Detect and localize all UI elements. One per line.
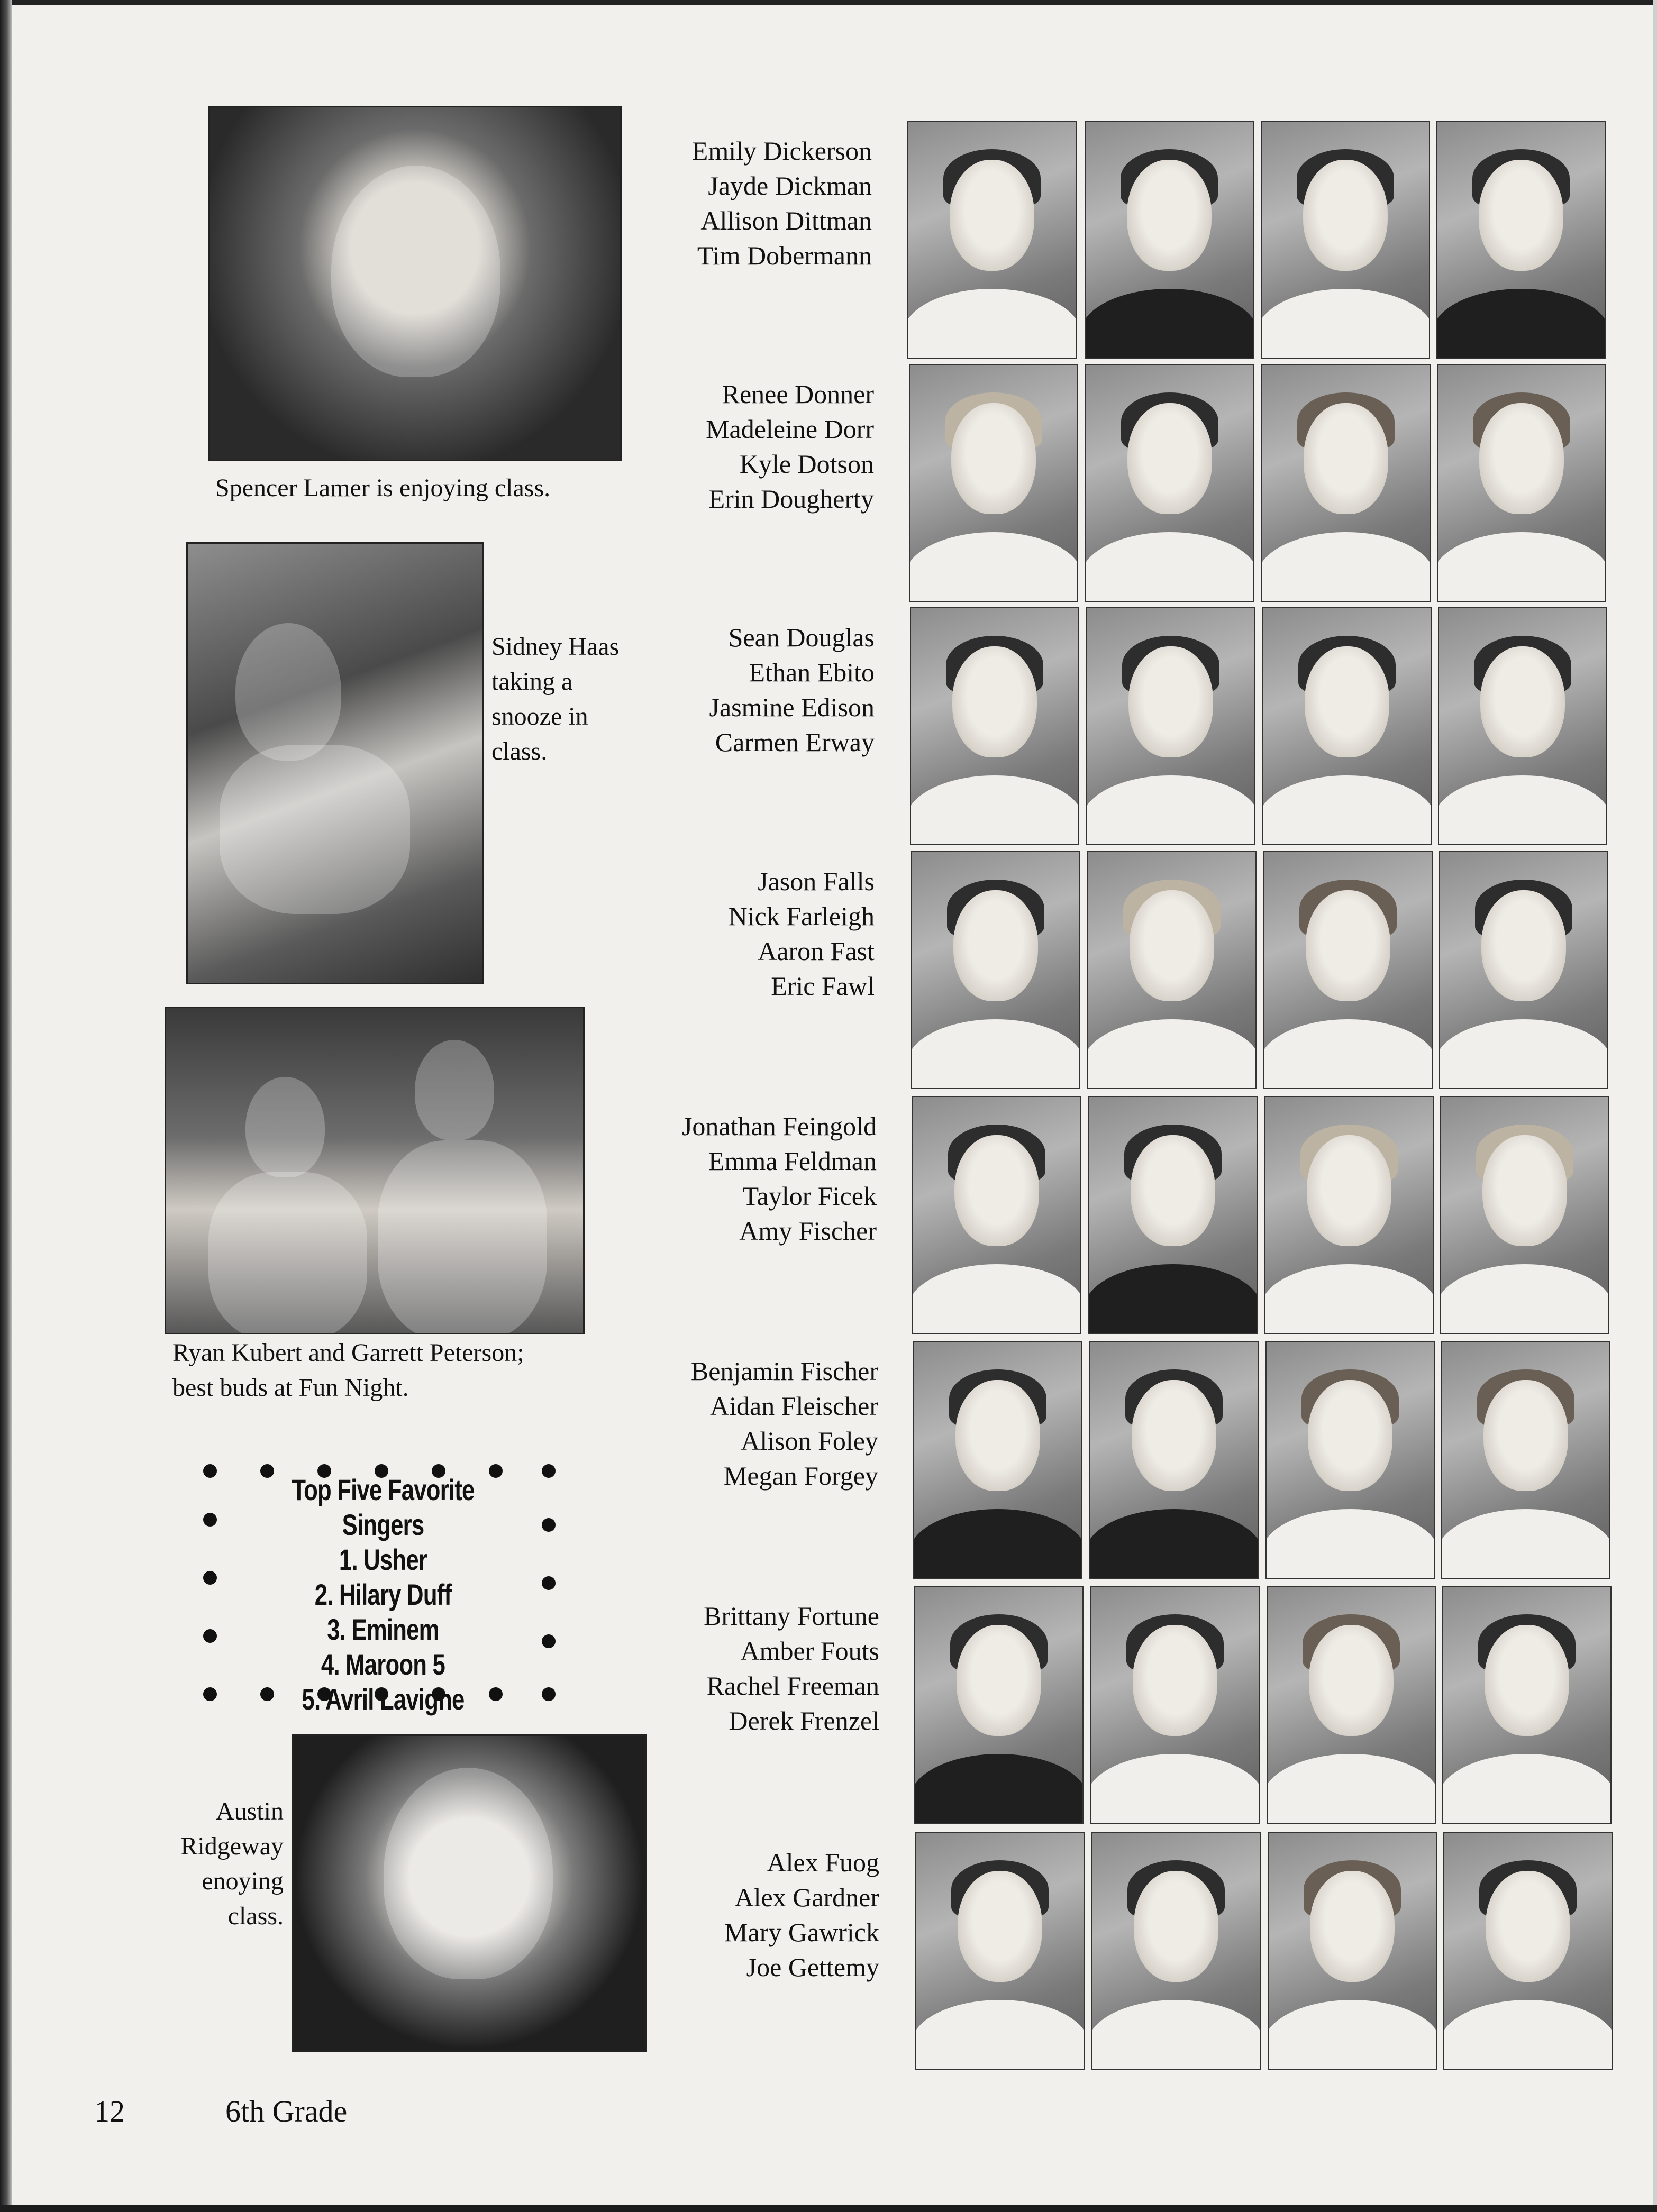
top-five-box (203, 1454, 563, 1716)
dot-ornament (203, 1513, 217, 1527)
student-portrait (911, 851, 1080, 1089)
name-list (654, 1109, 877, 1248)
student-portrait (1436, 121, 1606, 359)
candid-photo-spencer (208, 106, 622, 461)
top-five-list (259, 1473, 507, 1717)
candid-photo-sidney (186, 542, 484, 984)
student-name: Aaron Fast (758, 936, 875, 966)
student-name: Megan Forgey (723, 1461, 878, 1491)
student-portrait (1437, 364, 1606, 602)
student-name: Renee Donner (722, 379, 874, 409)
dot-ornament (542, 1518, 556, 1532)
student-portrait (1088, 1096, 1258, 1334)
student-name: Emily Dickerson (691, 136, 872, 166)
student-name: Tim Dobermann (697, 241, 872, 270)
student-portrait (1265, 1341, 1435, 1579)
student-name: Amber Fouts (740, 1636, 879, 1666)
student-name: Aidan Fleischer (710, 1391, 878, 1421)
student-portrait (1443, 1832, 1613, 2070)
student-portrait (1089, 1341, 1259, 1579)
name-list (650, 133, 872, 273)
student-name: Erin Dougherty (708, 484, 874, 514)
student-name: Nick Farleigh (728, 901, 875, 931)
student-name: Ethan Ebito (749, 657, 875, 687)
student-name: Taylor Ficek (742, 1181, 877, 1211)
student-portrait (1085, 364, 1254, 602)
name-list (657, 1598, 879, 1738)
student-name: Alex Fuog (767, 1848, 879, 1877)
top-five-item: 3. Eminem (327, 1613, 439, 1646)
page-edge-top (0, 0, 1657, 5)
page-number: 12 (94, 2094, 125, 2128)
top-five-item: 2. Hilary Duff (314, 1578, 452, 1611)
caption-spencer: Spencer Lamer is enjoying class. (215, 474, 551, 502)
student-portrait (1085, 121, 1254, 359)
student-portrait (915, 1832, 1085, 2070)
student-name: Derek Frenzel (729, 1706, 879, 1735)
caption-austin: Austin Ridgeway enoying class. (180, 1797, 284, 1930)
student-portrait (1090, 1586, 1260, 1824)
student-portrait (1263, 851, 1433, 1089)
student-portrait (1087, 851, 1257, 1089)
dot-ornament (542, 1634, 556, 1648)
student-portrait (909, 364, 1078, 602)
student-name: Joe Gettemy (746, 1952, 879, 1982)
dot-ornament (542, 1576, 556, 1590)
student-portrait (1268, 1832, 1437, 2070)
name-list (652, 620, 875, 760)
student-name: Alex Gardner (734, 1882, 879, 1912)
student-name: Kyle Dotson (739, 449, 874, 479)
dot-ornament (203, 1571, 217, 1585)
student-portrait (914, 1586, 1084, 1824)
student-portrait (912, 1096, 1081, 1334)
dot-ornament (203, 1687, 217, 1701)
student-name: Benjamin Fischer (690, 1356, 878, 1386)
binding-edge (0, 0, 12, 2212)
student-portrait (1267, 1586, 1436, 1824)
dot-ornament (203, 1464, 217, 1478)
student-name: Allison Dittman (700, 206, 872, 235)
student-name: Jason Falls (758, 866, 875, 896)
student-name: Jasmine Edison (709, 692, 875, 722)
caption-ryan-garrett: Ryan Kubert and Garrett Peterson; best buds at Fun Night. (172, 1339, 524, 1402)
student-portrait (1442, 1586, 1612, 1824)
student-name: Jonathan Feingold (681, 1111, 877, 1141)
section-title: 6th Grade (225, 2094, 348, 2128)
student-portrait (1441, 1341, 1610, 1579)
student-name: Alison Foley (741, 1426, 878, 1456)
dot-ornament (203, 1629, 217, 1643)
top-five-item: 5. Avril Lavigne (302, 1683, 465, 1716)
student-name: Carmen Erway (715, 727, 875, 757)
student-portrait (1264, 1096, 1434, 1334)
student-portrait (1086, 607, 1255, 845)
student-portrait (1438, 607, 1607, 845)
top-five-item: 1. Usher (339, 1543, 427, 1576)
student-name: Rachel Freeman (706, 1671, 879, 1701)
top-five-title: Top Five Favorite Singers (292, 1473, 475, 1541)
student-name: Emma Feldman (708, 1146, 877, 1176)
page-edge-right (1653, 0, 1657, 2212)
student-name: Sean Douglas (728, 623, 875, 652)
student-name: Amy Fischer (739, 1216, 877, 1246)
student-portrait (910, 607, 1079, 845)
page-edge-bottom (0, 2205, 1657, 2212)
caption-sidney: Sidney Haas taking a snooze in class. (491, 633, 620, 765)
name-list (657, 1845, 879, 1985)
student-portrait (913, 1341, 1082, 1579)
student-portrait (1262, 607, 1432, 845)
student-name: Jayde Dickman (708, 171, 872, 200)
name-list (656, 1354, 878, 1493)
top-five-item: 4. Maroon 5 (321, 1648, 445, 1681)
dot-ornament (542, 1687, 556, 1701)
candid-photo-austin (292, 1734, 647, 2052)
student-name: Brittany Fortune (704, 1601, 879, 1631)
student-name: Eric Fawl (771, 971, 875, 1001)
name-list (652, 864, 875, 1003)
student-portrait (1440, 1096, 1609, 1334)
student-portrait (1261, 364, 1431, 602)
student-name: Mary Gawrick (724, 1917, 879, 1947)
student-portrait (1261, 121, 1430, 359)
student-name: Madeleine Dorr (706, 414, 874, 444)
candid-photo-ryan-garrett (165, 1007, 585, 1334)
student-portrait (1091, 1832, 1261, 2070)
name-list (652, 377, 874, 516)
student-portrait (907, 121, 1077, 359)
student-portrait (1439, 851, 1608, 1089)
dot-ornament (542, 1464, 556, 1478)
